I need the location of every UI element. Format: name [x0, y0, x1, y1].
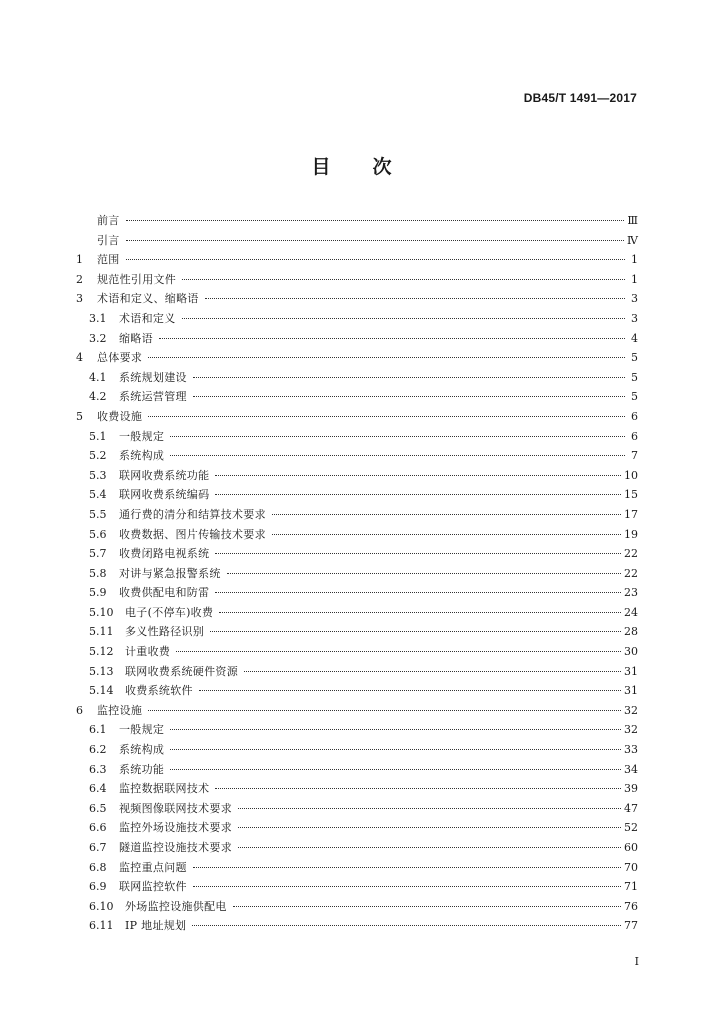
- toc-entry-page: 6: [631, 429, 638, 443]
- toc-entry-title: 联网收费系统功能: [119, 468, 210, 482]
- toc-entry-number: 5.2: [89, 449, 107, 463]
- toc-entry-page: 4: [631, 331, 638, 345]
- toc-leader-dots: [272, 534, 621, 535]
- toc-entry-number: 5.1: [89, 429, 107, 443]
- toc-entry-number: 6: [76, 703, 83, 717]
- toc-entry-number: 5.11: [89, 625, 114, 639]
- toc-entry-page: 31: [624, 684, 638, 698]
- toc-entry[interactable]: [76, 720, 638, 740]
- toc-entry-title: 监控数据联网技术: [119, 782, 210, 796]
- toc-leader-dots: [238, 808, 621, 809]
- toc-leader-dots: [215, 494, 621, 495]
- toc-entry[interactable]: [76, 231, 638, 251]
- toc-entry-page: 31: [624, 664, 638, 678]
- toc-entry-title: 术语和定义: [119, 311, 176, 325]
- toc-entry-page: 47: [624, 801, 638, 815]
- toc-leader-dots: [170, 769, 621, 770]
- toc-entry-number: 6.5: [89, 801, 107, 815]
- toc-entry-title: 系统功能: [119, 762, 165, 776]
- toc-entry-number: 5.8: [89, 566, 107, 580]
- toc-entry-title: 监控设施: [97, 703, 143, 717]
- toc-entry[interactable]: [76, 897, 638, 917]
- toc-entry-title: 系统运营管理: [119, 390, 187, 404]
- toc-entry[interactable]: [76, 525, 638, 545]
- toc-entry-number: 5.9: [89, 586, 107, 600]
- toc-entry-number: 6.4: [89, 782, 107, 796]
- toc-entry-title: 收费供配电和防雷: [119, 586, 210, 600]
- toc-entry-number: 3: [76, 292, 83, 306]
- toc-entry-number: 2: [76, 272, 83, 286]
- toc-entry-title: 系统规划建设: [119, 370, 187, 384]
- toc-entry-title: 联网收费系统编码: [119, 488, 210, 502]
- toc-entry-number: 5.10: [89, 605, 114, 619]
- toc-entry[interactable]: [76, 622, 638, 642]
- toc-entry-page: 3: [631, 292, 638, 306]
- table-of-contents: [76, 211, 638, 936]
- toc-entry-title: IP 地址规划: [125, 919, 187, 933]
- toc-entry[interactable]: [76, 583, 638, 603]
- toc-entry-title: 对讲与紧急报警系统: [119, 566, 221, 580]
- toc-entry-page: 70: [624, 860, 638, 874]
- toc-entry-page: 17: [624, 507, 638, 521]
- toc-entry-number: 5.12: [89, 645, 114, 659]
- toc-entry-page: 32: [624, 703, 638, 717]
- toc-entry-number: 4: [76, 351, 83, 365]
- toc-leader-dots: [193, 396, 625, 397]
- toc-leader-dots: [210, 631, 621, 632]
- toc-entry-page: 19: [624, 527, 638, 541]
- toc-entry[interactable]: [76, 818, 638, 838]
- toc-entry-title: 多义性路径识别: [125, 625, 205, 639]
- toc-entry-number: 6.1: [89, 723, 107, 737]
- toc-entry[interactable]: [76, 642, 638, 662]
- toc-entry-title: 缩略语: [119, 331, 153, 345]
- toc-entry[interactable]: [76, 603, 638, 623]
- toc-entry-page: 7: [631, 449, 638, 463]
- toc-entry-page: 77: [624, 919, 638, 933]
- toc-entry-page: Ⅲ: [627, 214, 638, 227]
- toc-entry-number: 6.11: [89, 919, 114, 933]
- toc-entry[interactable]: [76, 348, 638, 368]
- toc-entry-number: 6.7: [89, 841, 107, 854]
- toc-entry-title: 联网监控软件: [119, 880, 187, 894]
- toc-leader-dots: [192, 925, 621, 926]
- toc-leader-dots: [272, 514, 621, 515]
- toc-leader-dots: [238, 847, 621, 848]
- toc-entry[interactable]: [76, 466, 638, 486]
- toc-leader-dots: [126, 220, 625, 221]
- toc-entry-page: 6: [631, 409, 638, 423]
- toc-entry-number: 5.3: [89, 468, 107, 482]
- toc-entry[interactable]: [76, 270, 638, 290]
- toc-leader-dots: [176, 651, 621, 652]
- toc-leader-dots: [205, 298, 625, 299]
- toc-entry-page: 76: [624, 899, 638, 913]
- toc-leader-dots: [126, 259, 625, 260]
- toc-entry[interactable]: [76, 211, 638, 231]
- toc-entry-title: 监控外场设施技术要求: [119, 821, 232, 835]
- toc-entry-title: 联网收费系统硬件资源: [125, 664, 238, 678]
- toc-leader-dots: [170, 749, 621, 750]
- toc-entry-number: 3.1: [89, 311, 107, 325]
- toc-entry[interactable]: [76, 662, 638, 682]
- toc-entry-page: 15: [624, 488, 638, 502]
- toc-entry-page: 33: [624, 743, 638, 757]
- toc-leader-dots: [159, 338, 625, 339]
- toc-entry-page: 28: [624, 625, 638, 639]
- toc-leader-dots: [170, 729, 621, 730]
- toc-entry-page: 52: [624, 821, 638, 835]
- toc-leader-dots: [170, 455, 625, 456]
- toc-leader-dots: [148, 357, 625, 358]
- toc-entry-title: 范围: [97, 253, 120, 267]
- toc-entry-title: 收费设施: [97, 409, 143, 423]
- toc-leader-dots: [238, 827, 621, 828]
- toc-entry-number: 5.6: [89, 527, 107, 541]
- toc-leader-dots: [148, 416, 625, 417]
- toc-leader-dots: [215, 553, 621, 554]
- toc-entry-title: 收费数据、图片传输技术要求: [119, 527, 266, 541]
- toc-entry-number: 4.1: [89, 370, 107, 384]
- toc-entry-title: 系统构成: [119, 743, 165, 757]
- toc-entry[interactable]: [76, 838, 638, 858]
- toc-entry[interactable]: [76, 877, 638, 897]
- toc-leader-dots: [244, 671, 621, 672]
- toc-entry[interactable]: [76, 799, 638, 819]
- toc-entry-title: 计重收费: [125, 645, 171, 659]
- toc-entry-number: 6.2: [89, 743, 107, 757]
- toc-entry-page: 34: [624, 762, 638, 776]
- toc-entry-number: 6.10: [89, 899, 114, 913]
- toc-entry-title: 通行费的清分和结算技术要求: [119, 507, 266, 521]
- toc-entry[interactable]: [76, 544, 638, 564]
- toc-entry[interactable]: [76, 485, 638, 505]
- toc-entry-page: 3: [631, 311, 638, 325]
- toc-leader-dots: [193, 377, 625, 378]
- toc-entry[interactable]: [76, 916, 638, 936]
- toc-leader-dots: [193, 867, 621, 868]
- toc-entry-number: 5.7: [89, 547, 107, 561]
- toc-leader-dots: [233, 906, 621, 907]
- toc-entry-page: 32: [624, 723, 638, 737]
- toc-entry-number: 1: [76, 253, 83, 267]
- toc-entry-title: 总体要求: [97, 351, 143, 365]
- toc-entry-number: 5.4: [89, 488, 107, 502]
- toc-leader-dots: [182, 318, 626, 319]
- toc-entry-title: 外场监控设施供配电: [125, 899, 227, 913]
- toc-entry[interactable]: [76, 329, 638, 349]
- toc-entry[interactable]: [76, 368, 638, 388]
- toc-leader-dots: [193, 886, 621, 887]
- document-code: DB45/T 1491—2017: [523, 91, 637, 105]
- toc-entry-number: 6.8: [89, 860, 107, 874]
- toc-entry-page: 5: [631, 370, 638, 384]
- toc-leader-dots: [215, 475, 621, 476]
- toc-entry-page: 22: [624, 547, 638, 561]
- toc-entry[interactable]: [76, 681, 638, 701]
- toc-entry[interactable]: [76, 446, 638, 466]
- toc-leader-dots: [170, 436, 625, 437]
- toc-leader-dots: [227, 573, 621, 574]
- toc-entry-page: 60: [624, 841, 638, 854]
- toc-entry[interactable]: [76, 427, 638, 447]
- toc-entry-number: 6.3: [89, 762, 107, 776]
- toc-entry-page: 10: [624, 468, 638, 482]
- toc-entry-title: 引言: [97, 233, 120, 247]
- toc-entry-number: 5: [76, 409, 83, 423]
- toc-entry-number: 6.9: [89, 880, 107, 894]
- toc-entry[interactable]: [76, 250, 638, 270]
- toc-entry[interactable]: [76, 309, 638, 329]
- toc-entry-title: 一般规定: [119, 723, 165, 737]
- toc-entry-page: 5: [631, 390, 638, 404]
- toc-leader-dots: [215, 592, 621, 593]
- toc-entry[interactable]: [76, 564, 638, 584]
- toc-entry-page: 22: [624, 566, 638, 580]
- toc-entry[interactable]: [76, 701, 638, 721]
- toc-entry-title: 收费闭路电视系统: [119, 547, 210, 561]
- toc-entry-number: 5.13: [89, 664, 114, 678]
- toc-entry-page: 39: [624, 782, 638, 796]
- toc-entry-page: 1: [631, 253, 638, 267]
- toc-entry-number: 5.14: [89, 684, 114, 698]
- page-number: I: [634, 955, 639, 968]
- toc-entry[interactable]: [76, 779, 638, 799]
- toc-entry-number: 3.2: [89, 331, 107, 345]
- toc-entry-title: 隧道监控设施技术要求: [119, 841, 232, 854]
- toc-entry-page: 1: [631, 272, 638, 286]
- toc-entry-number: 6.6: [89, 821, 107, 835]
- toc-entry[interactable]: [76, 289, 638, 309]
- toc-entry-page: 24: [624, 605, 638, 619]
- toc-entry[interactable]: [76, 858, 638, 878]
- toc-entry-title: 术语和定义、缩略语: [97, 292, 199, 306]
- toc-entry-title: 监控重点问题: [119, 860, 187, 874]
- toc-entry-title: 电子(不停车)收费: [125, 605, 214, 619]
- toc-entry-page: 23: [624, 586, 638, 600]
- toc-entry[interactable]: [76, 505, 638, 525]
- toc-leader-dots: [148, 710, 621, 711]
- toc-entry[interactable]: [76, 407, 638, 427]
- toc-leader-dots: [219, 612, 621, 613]
- toc-entry-title: 收费系统软件: [125, 684, 193, 698]
- toc-entry-page: Ⅳ: [627, 233, 638, 247]
- toc-leader-dots: [126, 240, 624, 241]
- toc-entry-title: 规范性引用文件: [97, 272, 177, 286]
- toc-entry[interactable]: [76, 760, 638, 780]
- toc-entry-title: 前言: [97, 214, 120, 227]
- toc-leader-dots: [215, 788, 621, 789]
- toc-entry-title: 视频图像联网技术要求: [119, 801, 232, 815]
- toc-entry-title: 一般规定: [119, 429, 165, 443]
- toc-entry-number: 5.5: [89, 507, 107, 521]
- toc-entry[interactable]: [76, 740, 638, 760]
- toc-leader-dots: [199, 690, 621, 691]
- toc-leader-dots: [182, 279, 625, 280]
- toc-entry-number: 4.2: [89, 390, 107, 404]
- toc-entry-title: 系统构成: [119, 449, 165, 463]
- toc-entry[interactable]: [76, 387, 638, 407]
- page-title: 目次: [311, 156, 434, 178]
- toc-entry-page: 5: [631, 351, 638, 365]
- toc-entry-page: 30: [624, 645, 638, 659]
- toc-entry-page: 71: [624, 880, 638, 894]
